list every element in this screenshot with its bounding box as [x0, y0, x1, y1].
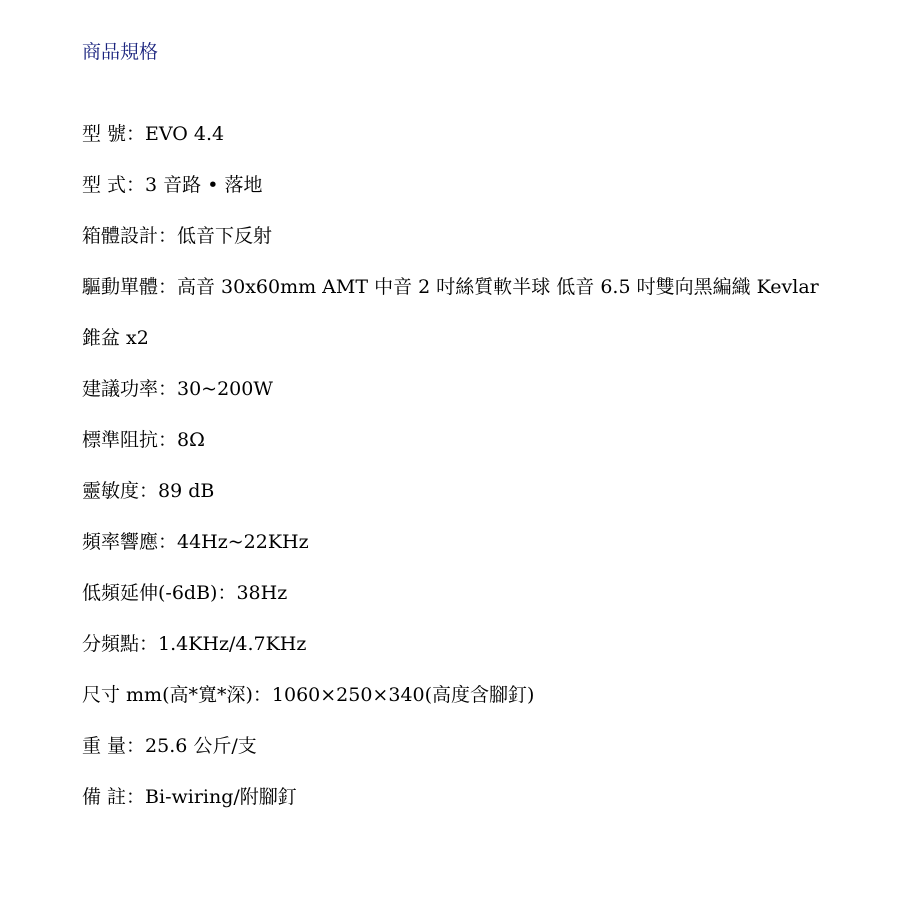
section-heading: 商品規格	[82, 41, 159, 63]
spec-list	[82, 109, 842, 823]
spec-sensitivity: 靈敏度：89 dB	[82, 480, 215, 502]
spec-impedance: 標準阻抗：8Ω	[82, 429, 205, 451]
spec-notes: 備 註：Bi-wiring/附腳釘	[82, 786, 297, 808]
spec-frequency-response: 頻率響應：44Hz~22KHz	[82, 531, 309, 553]
spec-model: 型 號：EVO 4.4	[82, 123, 225, 145]
spec-cabinet-design: 箱體設計：低音下反射	[82, 225, 273, 247]
spec-dimensions: 尺寸 mm(高*寬*深)：1060×250×340(高度含腳釘)	[82, 684, 535, 706]
spec-crossover: 分頻點：1.4KHz/4.7KHz	[82, 633, 307, 655]
spec-weight: 重 量：25.6 公斤/支	[82, 735, 257, 757]
spec-low-frequency-extension: 低頻延伸(-6dB)：38Hz	[82, 582, 288, 604]
spec-drivers: 驅動單體：高音 30x60mm AMT 中音 2 吋絲質軟半球 低音 6.5 吋雙向黑編織 Kevlar 錐盆 x2	[82, 276, 819, 349]
spec-recommended-power: 建議功率：30~200W	[82, 378, 273, 400]
spec-type: 型 式：3 音路 • 落地	[82, 174, 263, 196]
